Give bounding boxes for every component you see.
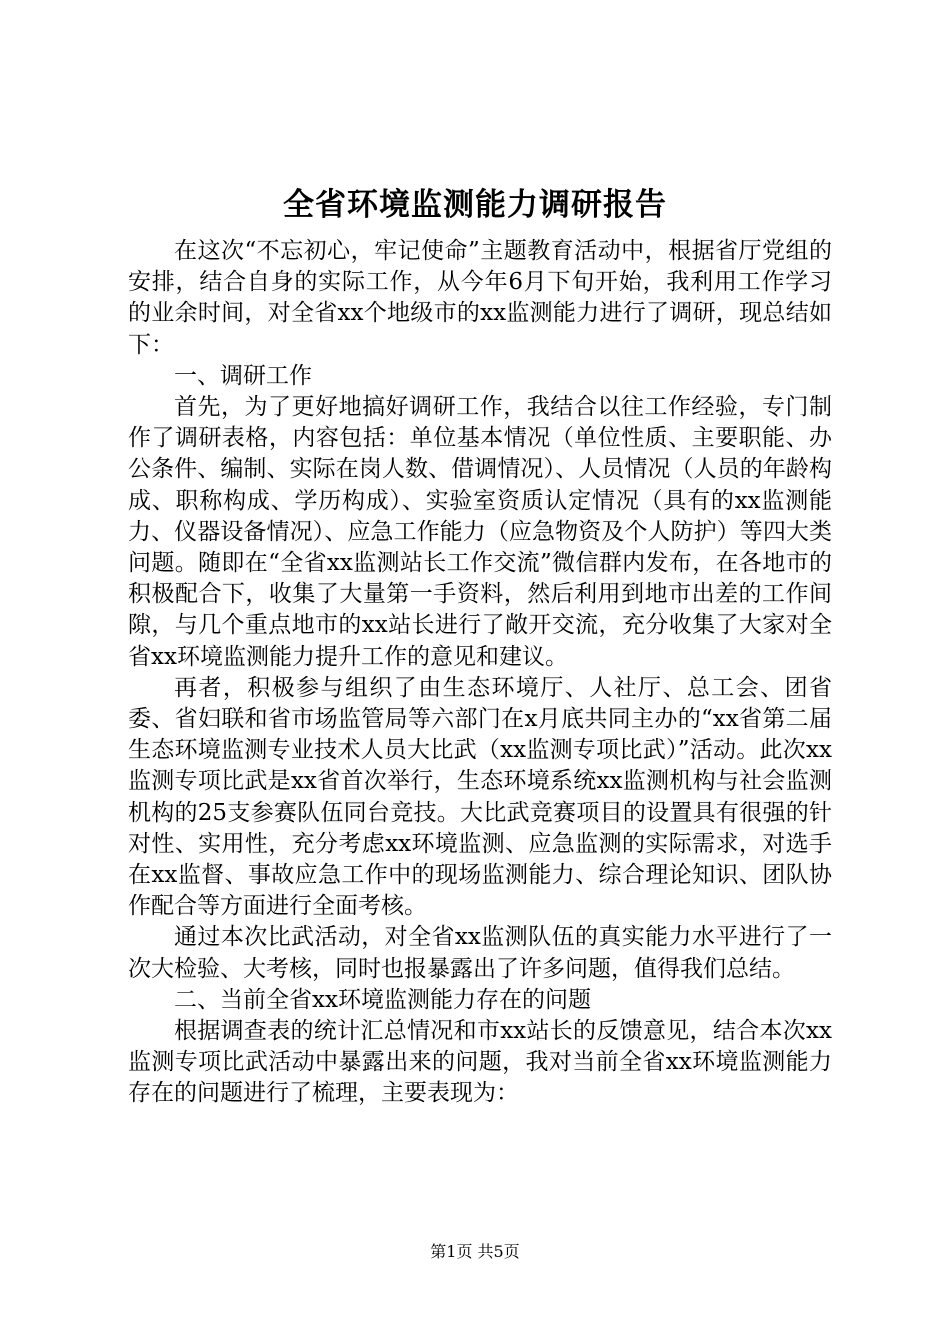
paragraph-survey-first: 首先，为了更好地搞好调研工作，我结合以往工作经验，专门制作了调研表格，内容包括：单位基本情况（单位性质、主要职能、办公条件、编制、实际在岗人数、借调情况）、人员情况（人员的年龄构成、职称构成、学历构成）、实验室资质认定情况（具有的xx监测能力、仪器设备情况）、应急工作能力（应急物资及个人防护）等四大类问题。随即在“全省xx监测站长工作交流”微信群内发布，在各地市的积极配合下，收集了大量第一手资料，然后利用到地市出差的工作间隙，与几个重点地市的xx站长进行了敞开交流，充分收集了大家对全省xx环境监测能力提升工作的意见和建议。 <box>128 394 832 670</box>
paragraph-survey-summary: 通过本次比武活动，对全省xx监测队伍的真实能力水平进行了一次大检验、大考核，同时也报暴露出了许多问题，值得我们总结。 <box>128 924 832 982</box>
page-footer: 第1页 共5页 <box>430 1242 520 1261</box>
document-title: 全省环境监测能力调研报告 <box>283 187 667 223</box>
paragraph-problems-intro: 根据调查表的统计汇总情况和市xx站长的反馈意见，结合本次xx监测专项比武活动中暴露出来的问题，我对当前全省xx环境监测能力存在的问题进行了梳理，主要表现为： <box>128 1018 832 1107</box>
document-body <box>128 236 832 1110</box>
paragraph-survey-second: 再者，积极参与组织了由生态环境厅、人社厅、总工会、团省委、省妇联和省市场监管局等六部门在x月底共同主办的“xx省第二届生态环境监测专业技术人员大比武（xx监测专项比武）”活动。此次xx监测专项比武是xx省首次举行，生态环境系统xx监测机构与社会监测机构的25支参赛队伍同台竞技。大比武竞赛项目的设置具有很强的针对性、实用性，充分考虑xx环境监测、应急监测的实际需求，对选手在xx监督、事故应急工作中的现场监测能力、综合理论知识、团队协作配合等方面进行全面考核。 <box>128 674 832 920</box>
paragraph-intro: 在这次“不忘初心，牢记使命”主题教育活动中，根据省厅党组的安排，结合自身的实际工作，从今年6月下旬开始，我利用工作学习的业余时间，对全省xx个地级市的xx监测能力进行了调研，现总结如下： <box>128 238 832 358</box>
section-heading-2: 二、当前全省xx环境监测能力存在的问题 <box>174 986 591 1013</box>
section-heading-1: 一、调研工作 <box>174 362 312 389</box>
